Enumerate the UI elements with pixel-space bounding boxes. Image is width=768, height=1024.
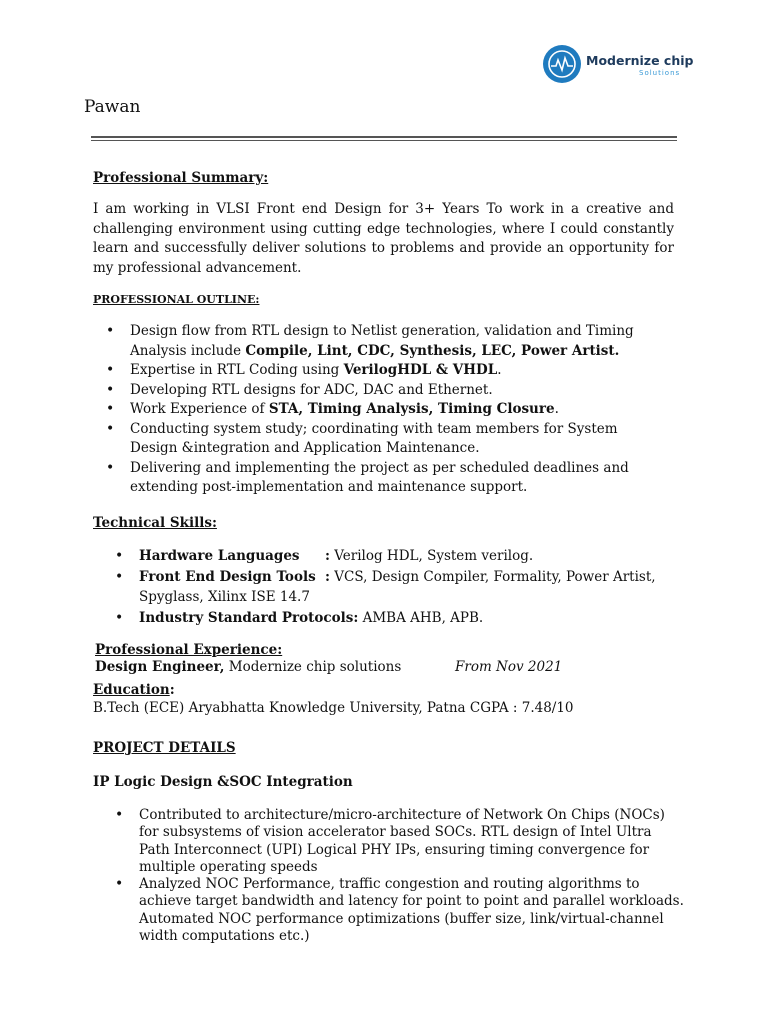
header-rule-thin — [91, 140, 677, 141]
skills-list — [139, 546, 659, 628]
list-item: • Conducting system study; coordinating with team members for System Design &integration and Application Maintenance. — [130, 420, 650, 459]
list-item: • Design flow from RTL design to Netlist generation, validation and Timing Analysis include Compile, Lint, CDC, Synthesis, LEC, Power Artist. — [130, 322, 650, 361]
experience-date: From Nov 2021 — [455, 659, 563, 675]
list-item: • Contributed to architecture/micro-architecture of Network On Chips (NOCs) for subsystems of vision accelerator based SOCs. RTL design of Intel Ultra Path Interconnect (UPI) Logical PHY IPs, ensuring timing convergence for multiple operating speeds — [139, 807, 684, 876]
list-item: • Front End Design Tools : VCS, Design Compiler, Formality, Power Artist, Spyglass, Xilinx ISE 14.7 — [139, 567, 659, 608]
project-title: IP Logic Design &SOC Integration — [93, 774, 353, 790]
experience-heading: Professional Experience: — [95, 642, 283, 658]
list-item: • Hardware Languages : Verilog HDL, System verilog. — [139, 546, 659, 567]
outline-list — [130, 322, 650, 498]
candidate-name: Pawan — [84, 97, 141, 117]
header-rule — [91, 136, 677, 138]
project-list — [139, 807, 684, 945]
list-item: • Analyzed NOC Performance, traffic congestion and routing algorithms to achieve target bandwidth and latency for point to point and parallel workloads. Automated NOC performance optimizations (buffer size, link/virtual-channel width computations etc.) — [139, 876, 684, 945]
education-text: B.Tech (ECE) Aryabhatta Knowledge University, Patna CGPA : 7.48/10 — [93, 700, 574, 716]
list-item: • Work Experience of STA, Timing Analysis, Timing Closure. — [130, 400, 650, 420]
logo-name: Modernize chip — [586, 53, 694, 68]
experience-role: Design Engineer, Modernize chip solutions — [95, 659, 402, 675]
company-logo — [543, 44, 693, 84]
list-item: • Developing RTL designs for ADC, DAC and Ethernet. — [130, 381, 650, 401]
list-item: • Industry Standard Protocols: AMBA AHB, APB. — [139, 608, 659, 629]
education-heading: Education: — [93, 682, 175, 698]
chip-logo-icon — [543, 45, 581, 83]
list-item: • Expertise in RTL Coding using VerilogHDL & VHDL. — [130, 361, 650, 381]
summary-text: I am working in VLSI Front end Design for 3+ Years To work in a creative and challenging environment using cutting edge technologies, where I could constantly learn and successfully deliver solutions to problems and provide an opportunity for my professional advancement. — [93, 201, 674, 276]
skills-heading: Technical Skills: — [93, 515, 217, 531]
outline-heading: PROFESSIONAL OUTLINE: — [93, 293, 260, 306]
summary-heading: Professional Summary: — [93, 170, 269, 186]
list-item: • Delivering and implementing the project as per scheduled deadlines and extending post-implementation and maintenance support. — [130, 459, 650, 498]
project-heading: PROJECT DETAILS — [93, 740, 236, 756]
logo-subtitle: Solutions — [639, 69, 681, 77]
